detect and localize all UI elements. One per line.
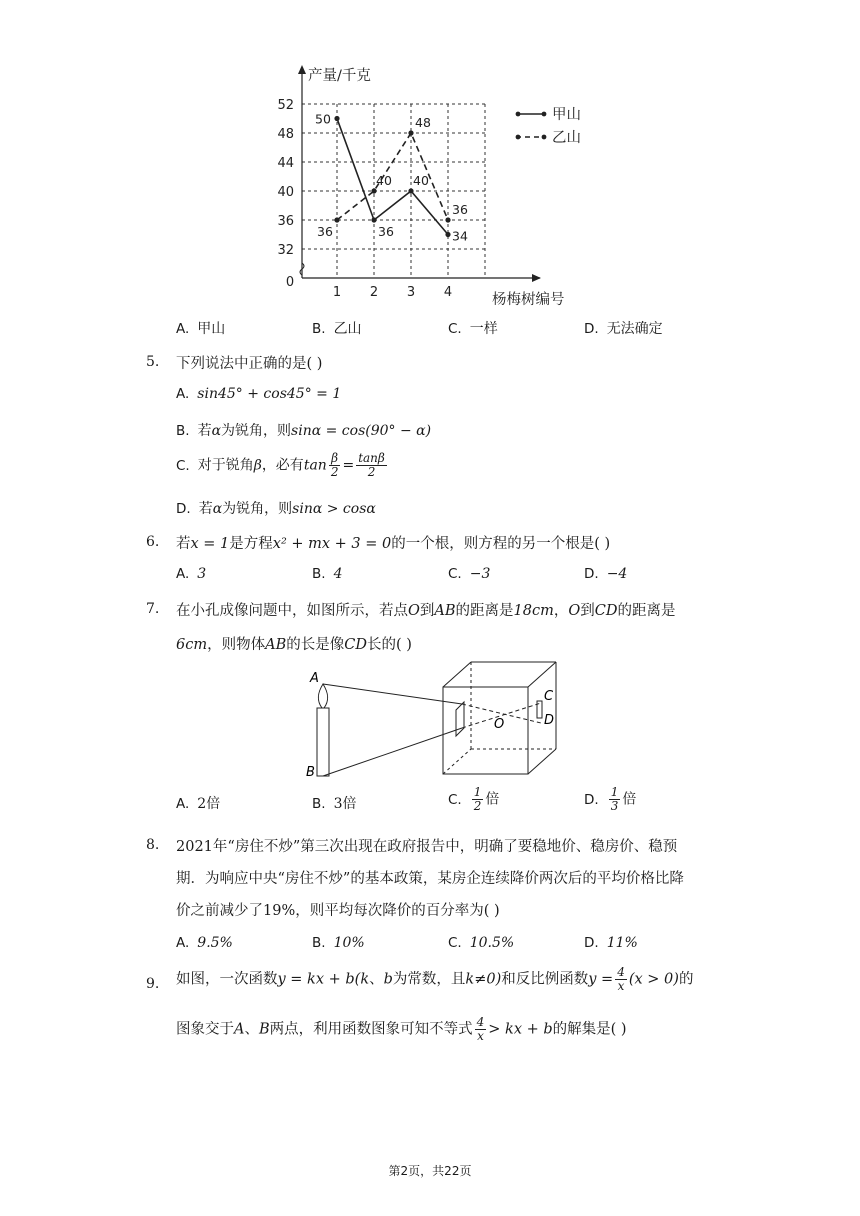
chart-legend (516, 106, 581, 146)
legend-label-yi: 乙山 (552, 130, 581, 146)
legend-dot-jia (542, 112, 547, 117)
q8-stem-line3: 价之前减少了19%，则平均每次降价的百分率为( ) (176, 903, 500, 919)
q8-option-d: D. 11% (584, 935, 638, 951)
q6-option-d: D. −4 (584, 566, 628, 582)
q9-number: 9. (146, 976, 160, 992)
pinhole-figure (300, 660, 600, 785)
q7-stem-line1: 在小孔成像问题中，如图所示，若点O到AB的距离是18cm，O到CD的距离是 (176, 603, 676, 619)
y-tick-label: 44 (277, 156, 294, 171)
chart-grid (302, 104, 485, 278)
y-tick-label: 40 (277, 185, 294, 200)
q4-option-a: A. 甲山 (176, 321, 226, 337)
q9-stem-line1: 如图，一次函数y = kx + b(k、b为常数，且k≠0)和反比例函数y = $\frac{4}{x}$ (x > 0)的 (176, 965, 694, 993)
data-label-jia: 36 (378, 224, 394, 239)
q4-option-b: B. 乙山 (312, 321, 362, 337)
data-label-jia: 40 (413, 173, 429, 188)
x-tick-label: 4 (443, 285, 453, 300)
page-footer: 第2页，共22页 (388, 1164, 472, 1178)
q7-option-c: C. $\frac{1}{2}$ 倍 (448, 785, 500, 813)
legend-label-jia: 甲山 (552, 107, 581, 123)
point-jia (445, 232, 450, 237)
q6-option-b: B. 4 (312, 566, 343, 582)
data-label-jia: 50 (315, 111, 331, 127)
data-label-yi: 36 (452, 202, 468, 217)
legend-dot-yi (542, 135, 547, 140)
q7-option-d: D. $\frac{1}{3}$ 倍 (584, 785, 637, 813)
q8-stem-line1: 2021年“房住不炒”第三次出现在政府报告中，明确了要稳地价、稳房价、稳预 (176, 839, 678, 855)
x-tick-label: 3 (406, 285, 416, 300)
chart-series (334, 116, 450, 237)
q7-number: 7. (146, 601, 160, 617)
fig-label-d: D (544, 713, 555, 728)
point-yi (334, 217, 339, 222)
y-axis-arrow (298, 65, 306, 74)
legend-dot-jia (516, 112, 521, 117)
point-jia (334, 116, 339, 121)
pinhole-screen (456, 702, 464, 736)
point-yi (408, 130, 413, 135)
x-axis-arrow (532, 274, 541, 282)
fig-label-o: O (494, 717, 505, 732)
ray-top (323, 684, 462, 704)
q5-option-b: B. 若α为锐角，则sinα = cos(90° − α) (176, 423, 432, 439)
y-tick-label: 36 (277, 214, 294, 229)
q5-option-a: A. sin45° + cos45° = 1 (176, 386, 342, 402)
fig-label-a: A (310, 671, 319, 686)
q5-stem: 下列说法中正确的是( ) (176, 356, 323, 372)
point-jia (371, 217, 376, 222)
candle-body (317, 708, 329, 776)
fig-label-b: B (306, 765, 315, 780)
y-tick-label: 32 (277, 243, 294, 258)
q8-stem-line2: 期．为响应中央“房住不炒”的基本政策，某房企连续降价两次后的平均价格比降 (176, 871, 684, 887)
x-tick-label: 2 (369, 285, 379, 300)
point-jia (408, 188, 413, 193)
data-label-jia: 34 (452, 228, 468, 244)
q4-option-d: D. 无法确定 (584, 321, 663, 337)
q5-option-d: D. 若α为锐角，则sinα > cosα (176, 501, 376, 517)
ray-bottom (323, 728, 462, 776)
data-label-yi: 40 (376, 173, 392, 188)
q4-option-c: C. 一样 (448, 321, 498, 337)
q6-number: 6. (146, 534, 160, 550)
q9-stem-line2: 图象交于A、B两点，利用函数图象可知不等式 $\frac{4}{x}$ > kx + b的解集是( ) (176, 1015, 627, 1043)
q8-option-c: C. 10.5% (448, 935, 515, 951)
q5-number: 5. (146, 354, 160, 370)
q8-option-b: B. 10% (312, 935, 365, 951)
fig-label-c: C (544, 689, 554, 704)
q6-stem: 若x = 1是方程x² + mx + 3 = 0的一个根，则方程的另一个根是( ) (176, 536, 611, 552)
yield-line-chart (270, 60, 600, 310)
q8-option-a: A. 9.5% (176, 935, 233, 951)
y-tick-label: 52 (277, 98, 294, 113)
q7-option-a: A. 2倍 (176, 796, 221, 812)
q7-option-b: B. 3倍 (312, 796, 357, 812)
q6-option-c: C. −3 (448, 566, 491, 582)
q7-stem-line2: 6cm，则物体AB的长是像CD长的( ) (176, 637, 412, 653)
x-tick-label: 1 (332, 285, 342, 300)
series-line-jia (337, 119, 448, 235)
y-axis-title: 产量/千克 (308, 68, 371, 84)
origin-label: 0 (285, 275, 295, 290)
q5-option-c: C. 对于锐角β，必有tan $\frac{\beta}{2}$ = $\frac{\tan\beta}{2}$ (176, 451, 385, 479)
y-tick-label: 48 (277, 127, 294, 142)
q6-option-a: A. 3 (176, 566, 207, 582)
candle-flame (318, 684, 327, 708)
data-label-yi: 48 (415, 115, 431, 130)
series-line-yi (337, 133, 448, 220)
data-label-yi: 36 (317, 224, 333, 239)
x-axis-title: 杨梅树编号 (492, 292, 565, 308)
legend-dot-yi (516, 135, 521, 140)
q8-number: 8. (146, 837, 160, 853)
point-yi (371, 188, 376, 193)
point-yi (445, 217, 450, 222)
chart-text (277, 66, 564, 308)
